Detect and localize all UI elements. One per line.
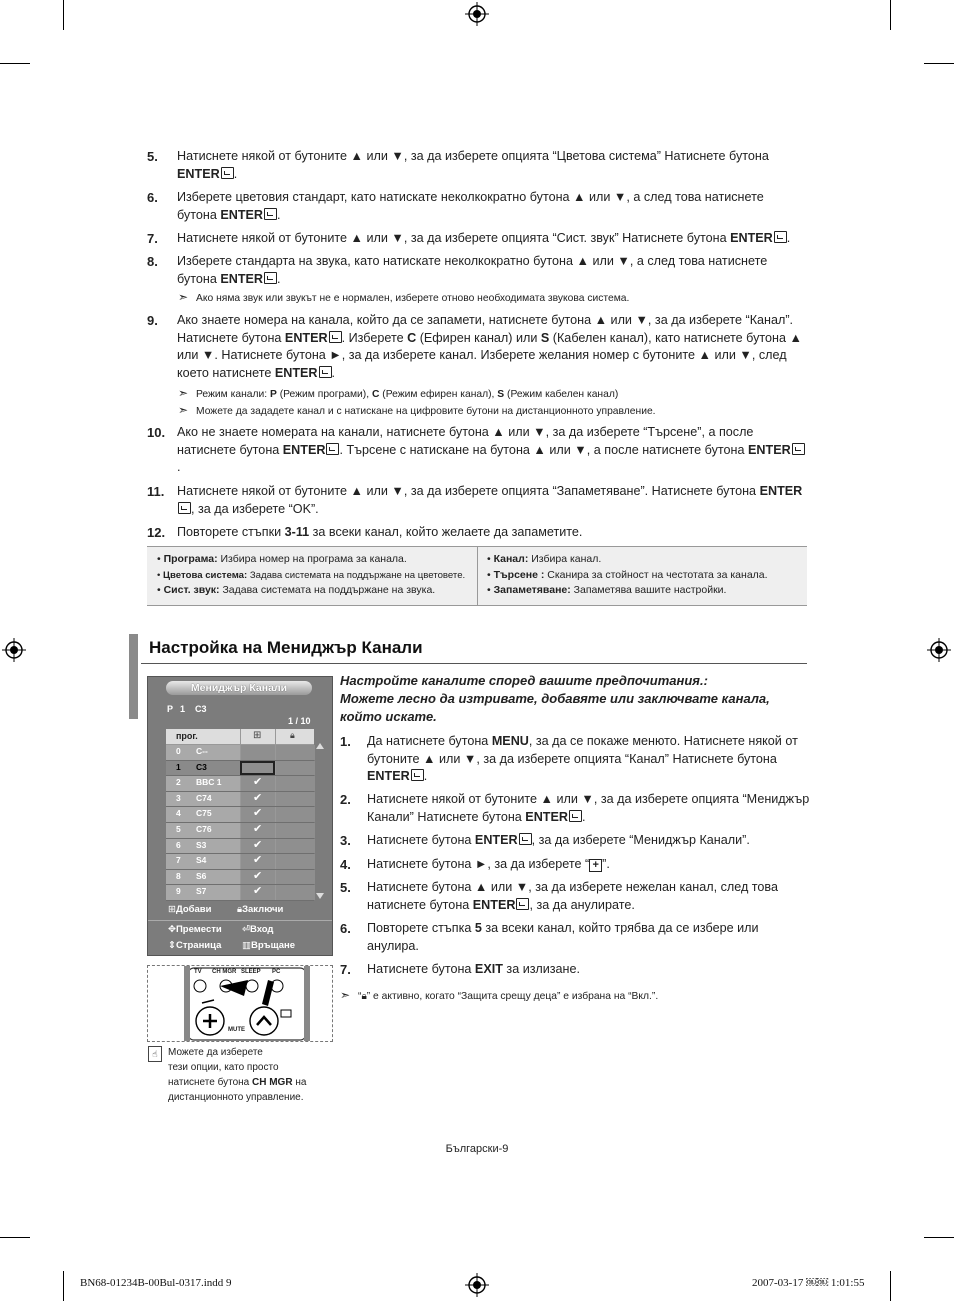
tv-lock-cell[interactable] — [275, 854, 315, 869]
tv-add-label: Добави — [175, 904, 212, 915]
step-text: . Търсене с натискане на бутона ▲ или ▼, а после натиснете бутона — [339, 442, 748, 457]
crop-mark — [63, 0, 64, 30]
remote-tip-line: тези опции, като просто — [168, 1062, 279, 1073]
step-7 — [147, 230, 807, 248]
step-text: , за да се покаже менюто. Натиснете някой от бутоните ▲ или ▼, за да изберете опцията “Канал” Натиснете бутона — [367, 734, 798, 766]
tv-prog-cell — [166, 854, 240, 869]
add-icon: + — [589, 859, 602, 872]
note-arrow-icon: ➣ — [178, 386, 189, 400]
step-number: 6. — [147, 190, 158, 205]
step-bold: MENU — [491, 734, 529, 748]
step-text-end: , за да изберете “OK”. — [191, 501, 319, 516]
enter-label: ENTER — [748, 442, 791, 457]
info-label: Търсене : — [493, 568, 545, 581]
page-number: Български-9 — [445, 1143, 509, 1155]
tv-channel-row[interactable] — [166, 870, 314, 886]
tv-lock-cell[interactable] — [275, 839, 315, 854]
enter-label: ENTER — [759, 484, 803, 498]
step-text-end: . — [277, 207, 281, 222]
tv-prog-number: 3 — [176, 792, 181, 803]
tv-header-lock — [275, 729, 315, 744]
tv-prog-channel: S4 — [196, 855, 207, 866]
enter-label: ENTER — [220, 207, 264, 222]
info-left-column — [157, 552, 465, 599]
enter-label: ENTER — [220, 271, 264, 286]
tv-add-cell[interactable] — [240, 839, 276, 854]
enter-icon — [774, 231, 787, 243]
check-icon: ✔ — [253, 854, 263, 867]
step-text-end: за всеки канал, който трябва да се избере или анулира. — [367, 921, 759, 953]
tv-prog-cell — [166, 807, 240, 822]
step-number: 4. — [340, 857, 351, 872]
note-text: Режим канали: — [196, 389, 270, 400]
tv-prog-channel: S3 — [196, 839, 207, 850]
tv-add-cell[interactable] — [240, 823, 276, 838]
tv-prog-number: 7 — [176, 855, 181, 866]
registration-mark-icon — [927, 638, 951, 662]
tv-add-cell[interactable] — [240, 745, 276, 760]
step-text-end: . — [277, 271, 281, 286]
enter-icon — [264, 208, 277, 220]
step-text-end: . — [177, 460, 181, 474]
note-bold: S — [497, 389, 505, 400]
tv-lock-cell[interactable] — [275, 823, 315, 838]
tv-p-number: 1 — [180, 704, 186, 714]
step-text: Повторете стъпка — [367, 921, 475, 935]
step-text: Натиснете бутона — [367, 833, 475, 847]
intro-text — [340, 672, 810, 726]
tv-add-cell[interactable] — [240, 870, 276, 885]
note-bold: C — [371, 389, 380, 400]
enter-icon — [326, 443, 339, 455]
tv-channel-row[interactable] — [166, 761, 314, 777]
step-text-end: . — [233, 166, 238, 181]
tv-prog-cell — [166, 823, 240, 838]
enter-label: ENTER — [274, 365, 318, 380]
enter-icon — [221, 167, 234, 179]
tv-channel-row[interactable] — [166, 807, 314, 823]
enter-label: ENTER — [730, 231, 773, 245]
step-text: Изберете стандарта на звука, като натискате неколкократно бутона ▲ или ▼, а след това натиснете бутона — [177, 254, 768, 286]
tv-return-label: Връщане — [250, 940, 296, 951]
intro-line: който искате. — [340, 709, 437, 724]
tv-separator — [148, 920, 332, 921]
tv-lock-cell[interactable] — [275, 761, 315, 776]
remote-tip-bold: CH MGR — [252, 1077, 293, 1088]
tv-lock-label: Заключи — [242, 904, 284, 915]
enter-icon — [411, 769, 424, 781]
step-10 — [147, 424, 807, 477]
remote-tv-label: TV — [194, 969, 202, 975]
enter-label: ENTER — [474, 833, 518, 847]
tv-channel-row[interactable] — [166, 776, 314, 792]
tv-channel-grid — [166, 729, 314, 901]
tv-prog-cell — [166, 792, 240, 807]
add-icon: ⊞ — [253, 730, 262, 741]
tv-prog-cell — [166, 745, 240, 760]
tv-prog-channel: S7 — [196, 886, 207, 897]
step-text: . Изберете — [341, 330, 408, 345]
add-icon: ⊞ — [168, 904, 176, 915]
step-text: (Ефирен канал) или — [416, 330, 541, 345]
step-text: Да натиснете бутона — [367, 734, 492, 748]
enter-icon: ⏎ — [242, 924, 250, 935]
tv-prog-number: 2 — [176, 777, 181, 788]
step-text-end: , за да анулирате. — [529, 897, 635, 912]
tv-prog-channel: S6 — [196, 870, 207, 881]
registration-mark-icon — [465, 2, 489, 26]
tv-channel-row[interactable] — [166, 854, 314, 870]
enter-label: ENTER — [284, 330, 328, 345]
rstep-6 — [340, 920, 810, 955]
enter-icon — [264, 272, 277, 284]
step-8 — [147, 253, 807, 288]
remote-pc-label: PC — [272, 969, 281, 975]
info-text: Запаметява вашите настройки. — [570, 584, 727, 596]
tv-lock-cell[interactable] — [275, 745, 315, 760]
tv-lock-cell[interactable] — [275, 885, 315, 900]
note-step-9b — [178, 403, 808, 419]
tv-add-cell[interactable] — [240, 776, 276, 791]
tv-enter-label: Вход — [249, 924, 274, 935]
note-text: ” е активно, когато “Защита срещу деца” е избрана на “Вкл.”. — [366, 991, 659, 1002]
lock-icon: 🔒︎ — [237, 904, 243, 915]
step-9 — [147, 312, 807, 382]
tv-prog-cell — [166, 839, 240, 854]
step-text: Изберете цветовия стандарт, като натискате неколкократно бутона ▲ или ▼, а след това натиснете бутона — [177, 190, 764, 222]
note-text: Можете да зададете канал и с натискане на цифровите бутони на дистанционното управление. — [196, 406, 656, 417]
crop-mark — [890, 0, 891, 30]
check-icon: ✔ — [253, 807, 263, 820]
step-text: Натиснете бутона — [367, 962, 475, 976]
step-number: 10. — [147, 425, 166, 440]
step-number: 1. — [340, 734, 351, 749]
step-bold: EXIT — [474, 962, 503, 976]
intro-line: Можете лесно да изтривате, добавяте или заключвате канала, — [340, 691, 770, 706]
step-text: Натиснете някой от бутоните ▲ или ▼, за да изберете опцията “Мениджър Канали” Натиснете бутона — [367, 792, 810, 824]
tv-prog-cell — [166, 761, 240, 776]
step-5 — [147, 148, 807, 183]
tv-header-add — [240, 729, 276, 744]
info-box — [147, 546, 807, 606]
check-icon: ✔ — [253, 822, 263, 835]
tv-prog-number: 4 — [176, 808, 181, 819]
slug-date: 2007-03-17 ￼￼ 1:01:55 — [752, 1277, 865, 1289]
lock-icon: 🔒︎ — [290, 730, 295, 740]
crop-mark — [924, 63, 954, 64]
tv-prog-cell — [166, 776, 240, 791]
step-text: Натиснете бутона ►, за да изберете “ — [367, 857, 590, 871]
info-text: Избира номер на програма за канала. — [217, 553, 407, 565]
step-number: 6. — [340, 921, 351, 936]
tv-channel-row[interactable] — [166, 885, 314, 901]
tv-prog-cell — [166, 885, 240, 900]
tv-channel-row[interactable] — [166, 745, 314, 761]
info-text: Сканира за стойност на честотата за канала. — [544, 568, 768, 581]
info-label: Сист. звук: — [163, 584, 220, 596]
tv-add-cell[interactable] — [240, 807, 276, 822]
tv-prog-channel: C75 — [196, 808, 212, 819]
tv-channel-row[interactable] — [166, 839, 314, 855]
crop-mark — [0, 63, 30, 64]
remote-tip — [168, 1045, 338, 1105]
tv-add-cell[interactable] — [240, 885, 276, 900]
section-title: Настройка на Мениджър Канали — [149, 638, 423, 657]
info-text: Задава системата на поддържане на звука. — [219, 584, 436, 596]
enter-label: ENTER — [525, 809, 568, 824]
enter-label: ENTER — [472, 897, 516, 912]
info-item: • Сист. звук: Задава системата на поддържане на звука. — [157, 584, 436, 596]
note-step-8 — [178, 290, 808, 306]
check-icon: ✔ — [253, 869, 263, 882]
tv-channel-row[interactable] — [166, 792, 314, 808]
tv-p-channel: C3 — [195, 704, 207, 714]
step-text: Натиснете някой от бутоните ▲ или ▼, за да изберете опцията “Сист. звук” Натиснете бутона — [177, 231, 731, 245]
step-number: 12. — [147, 525, 166, 540]
return-icon: ▥ — [242, 940, 251, 951]
info-item: • Канал: Избира канал. — [487, 553, 602, 565]
step-number: 7. — [147, 231, 158, 246]
tv-menu-screen — [147, 676, 333, 956]
updown-icon: ⇕ — [168, 940, 176, 951]
enter-icon — [319, 366, 332, 378]
remote-illustration — [147, 965, 333, 1042]
info-text: Задава системата на поддържане на цветовете. — [247, 569, 466, 581]
step-text: (Кабелен канал), като натиснете бутона ▲ или ▼. Натиснете бутона ►, за да изберете канал. Изберете желания номер с бутоните ▲ или ▼, след което натиснете — [177, 330, 802, 380]
tv-return-hint — [242, 940, 295, 951]
tv-enter-hint — [242, 924, 273, 935]
move-icon: ✥ — [168, 924, 176, 935]
step-text-end: ”. — [602, 857, 610, 871]
tv-lock-button[interactable] — [237, 904, 283, 915]
step-number: 9. — [147, 313, 158, 328]
info-item: • Търсене : Сканира за стойност на честотата за канала. — [487, 568, 768, 581]
intro-line: Настройте каналите според вашите предпочитания.: — [340, 673, 708, 688]
enter-icon — [569, 810, 582, 822]
step-6 — [147, 189, 807, 224]
rstep-3 — [340, 832, 810, 850]
tv-scroll-icon — [316, 743, 324, 899]
note-bold: P — [269, 389, 277, 400]
section-bar-gap — [138, 634, 141, 719]
remote-sleep-label: SLEEP — [241, 969, 261, 975]
tv-menu-title: Мениджър Канали — [166, 681, 312, 695]
tv-prog-channel: C74 — [196, 792, 212, 803]
step-bold: 5 — [474, 921, 482, 935]
step-number: 2. — [340, 792, 351, 807]
step-text-end: . — [581, 809, 586, 824]
remote-tip-text: на — [292, 1077, 307, 1088]
tv-page-hint — [168, 940, 221, 951]
tv-p-label: P — [167, 704, 174, 714]
rstep-1 — [340, 733, 810, 786]
info-item: • Запаметяване: Запаметява вашите настройки. — [487, 584, 727, 596]
lock-icon: 🔒︎ — [361, 991, 367, 1002]
tv-add-button[interactable] — [168, 904, 212, 915]
tv-prog-channel: C3 — [196, 761, 207, 772]
note-arrow-icon: ➣ — [178, 403, 189, 417]
rstep-7 — [340, 961, 810, 979]
registration-mark-icon — [465, 1273, 489, 1297]
step-text-end: . — [423, 769, 428, 783]
info-label: Канал: — [493, 553, 529, 565]
crop-mark — [890, 1271, 891, 1301]
note-step-9a — [178, 386, 808, 402]
section-rule — [141, 663, 807, 664]
rstep-2 — [340, 791, 810, 826]
slug-file: BN68-01234B-00Bul-0317.indd 9 — [80, 1277, 232, 1289]
tv-prog-number: 5 — [176, 823, 181, 834]
tv-prog-number: 8 — [176, 870, 181, 881]
tv-lock-cell[interactable] — [275, 776, 315, 791]
note-text: (Режим кабелен канал) — [504, 389, 619, 400]
tv-page-counter: 1 / 10 — [288, 716, 311, 726]
note-arrow-icon: ➣ — [178, 290, 189, 304]
tv-add-cell[interactable] — [240, 854, 276, 869]
step-number: 3. — [340, 833, 351, 848]
remote-mute-label: MUTE — [228, 1027, 245, 1033]
remote-tip-line: дистанционното управление. — [168, 1092, 304, 1103]
step-number: 5. — [340, 880, 351, 895]
tv-move-hint — [168, 924, 222, 935]
note-arrow-icon: ➣ — [340, 988, 351, 1002]
remote-chmgr-label: CH MGR — [212, 969, 237, 975]
mode-c-label: C — [407, 330, 417, 345]
step-text: Ако знаете номера на канала, който да се запамети, натиснете бутона ▲ или ▼, за да изберете “Канал”. Натиснете бутона — [177, 313, 794, 345]
enter-icon — [519, 833, 532, 845]
rstep-5 — [340, 879, 810, 914]
step-text-end: . — [331, 365, 336, 380]
tv-prog-number: 6 — [176, 839, 181, 850]
step-text-end: за излизане. — [502, 962, 580, 976]
info-text: Избира канал. — [528, 553, 602, 565]
enter-label: ENTER — [177, 166, 220, 181]
tv-lock-cell[interactable] — [275, 792, 315, 807]
crop-mark — [63, 1271, 64, 1301]
remote-tip-line — [168, 1075, 338, 1090]
enter-icon — [178, 502, 191, 514]
mode-s-label: S — [540, 330, 550, 345]
rnote — [340, 988, 810, 1004]
step-11 — [147, 483, 807, 518]
info-label: Цветова система: — [163, 569, 248, 581]
enter-icon — [792, 443, 805, 455]
tv-move-label: Премести — [175, 924, 222, 935]
tv-lock-cell[interactable] — [275, 807, 315, 822]
check-icon: ✔ — [253, 776, 263, 789]
tv-prog-channel: C76 — [196, 823, 212, 834]
step-text-end: за всеки канал, който желаете да запаметите. — [309, 525, 583, 539]
rstep-4 — [340, 856, 810, 874]
tv-page-label: Страница — [175, 940, 222, 951]
note-text: “ — [358, 991, 362, 1002]
tv-prog-number: 9 — [176, 886, 181, 897]
tv-prog-number: 0 — [176, 746, 181, 756]
tv-lock-cell[interactable] — [275, 870, 315, 885]
step-bold: 3-11 — [284, 525, 310, 539]
enter-icon — [329, 331, 342, 343]
enter-label: ENTER — [282, 442, 326, 457]
tv-add-cell[interactable] — [240, 761, 275, 776]
info-item: • Цветова система: Задава системата на поддържане на цветовете. — [157, 569, 466, 581]
step-12 — [147, 524, 807, 542]
tv-grid-header — [166, 729, 314, 745]
remote-tip-line: Можете да изберете — [168, 1047, 263, 1058]
enter-label: ENTER — [367, 769, 410, 783]
note-text: Ако няма звук или звукът не е нормален, изберете отново необходимата звукова система. — [196, 293, 630, 304]
tv-prog-channel: BBC 1 — [196, 777, 222, 788]
info-label: Запаметяване: — [493, 584, 571, 596]
step-number: 11. — [147, 484, 165, 499]
tv-header-label: прог. — [176, 731, 198, 741]
info-label: Програма: — [163, 553, 218, 565]
step-number: 8. — [147, 254, 158, 269]
step-number: 7. — [340, 962, 351, 977]
info-item: • Програма: Избира номер на програма за канала. — [157, 553, 407, 565]
tv-prog-channel: C-- — [196, 746, 208, 756]
tv-prog-cell — [166, 870, 240, 885]
tv-header-prog — [166, 729, 240, 744]
check-icon: ✔ — [253, 838, 263, 851]
step-text-end: , за да изберете “Мениджър Канали”. — [531, 833, 750, 847]
check-icon: ✔ — [253, 885, 263, 898]
registration-mark-icon — [2, 638, 26, 662]
remote-tip-text: натиснете бутона — [168, 1077, 252, 1088]
step-text: Повторете стъпки — [177, 525, 285, 539]
info-divider — [477, 547, 478, 605]
hand-icon: ☝ — [148, 1046, 162, 1062]
step-text: Ако не знаете номерата на канали, натиснете бутона ▲ или ▼, за да изберете “Търсене”, а после натиснете бутона — [177, 425, 754, 457]
tv-prog-number: 1 — [176, 761, 181, 772]
step-text: Натиснете някой от бутоните ▲ или ▼, за да изберете опцията “Запаметяване”. Натиснете бутона — [177, 484, 760, 498]
info-right-column — [487, 552, 768, 599]
step-text: Натиснете някой от бутоните ▲ или ▼, за да изберете опцията “Цветова система” Натиснете бутона — [177, 149, 769, 163]
note-text: (Режим програми), — [276, 389, 372, 400]
step-number: 5. — [147, 149, 158, 164]
enter-icon — [516, 898, 529, 910]
step-text: Натиснете бутона ▲ или ▼, за да изберете нежелан канал, след това натиснете бутона — [367, 880, 778, 912]
crop-mark — [924, 1237, 954, 1238]
crop-mark — [0, 1237, 30, 1238]
check-icon: ✔ — [253, 791, 263, 804]
tv-grid-rows — [166, 745, 314, 901]
step-text-end: . — [786, 231, 791, 245]
tv-add-cell[interactable] — [240, 792, 276, 807]
note-text: (Режим ефирен канал), — [379, 389, 498, 400]
tv-channel-row[interactable] — [166, 823, 314, 839]
